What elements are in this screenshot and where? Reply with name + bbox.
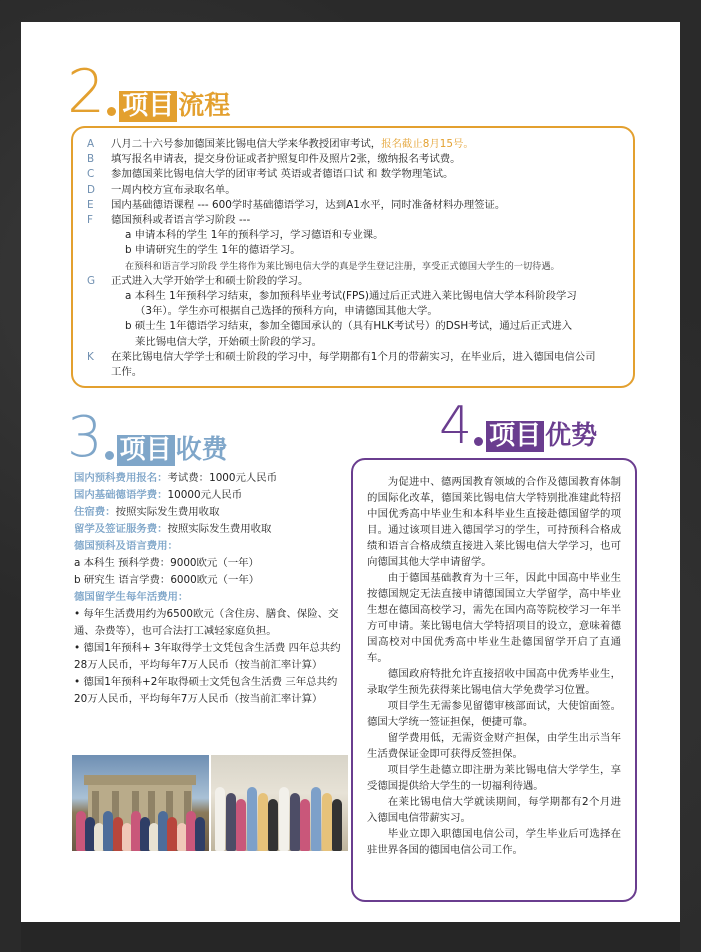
- person-figure: [236, 799, 246, 851]
- fee-row: [74, 674, 344, 708]
- process-step: [87, 365, 619, 380]
- fee-value: 考试费：1000元人民币: [167, 472, 278, 484]
- group-photo: [211, 755, 348, 851]
- person-figure: [226, 793, 236, 851]
- fee-value: • 德国1年预科+2年取得硕士文凭包含生活费 三年总共约 20万人民币，平均每年7万人民币（按当前汇率计算）: [74, 676, 338, 705]
- fee-value: a 本科生 预科学费：9000欧元（一年）: [74, 557, 259, 569]
- step-text: [111, 274, 308, 289]
- step-text-body: 一周内校方宣布录取名单。: [111, 183, 236, 196]
- process-steps-box: [71, 126, 635, 388]
- process-step: [87, 304, 619, 319]
- process-heading: [67, 57, 231, 127]
- process-step: [87, 228, 619, 243]
- step-text-body: 在莱比锡电信大学学士和硕士阶段的学习中，每学期都有1个月的带薪实习，在毕业后，进入德国电信公司: [111, 350, 596, 363]
- person-figure: [195, 817, 205, 851]
- brandenburg-gate-photo: [72, 755, 209, 851]
- step-letter: G: [87, 274, 96, 287]
- step-text-body: 八月二十六号参加德国莱比锡电信大学来华教授团审考试，: [111, 138, 382, 150]
- step-text-body: 德国预科或者语言学习阶段 ---: [111, 214, 251, 227]
- process-step: [87, 335, 619, 350]
- person-figure: [258, 793, 268, 851]
- advantage-paragraph: 在莱比锡电信大学就读期间，每学期都有2个月进入德国电信带薪实习。: [367, 796, 621, 824]
- process-step: [87, 243, 619, 258]
- fee-row: [74, 555, 344, 572]
- fee-label: 国内基础德语学费：: [74, 489, 168, 501]
- heading-rest-word: 流程: [178, 91, 231, 121]
- fee-value: b 研究生 语言学费：6000欧元（一年）: [74, 574, 260, 586]
- fee-row: [74, 606, 344, 640]
- step-text: [111, 243, 301, 258]
- advantages-box: [351, 458, 637, 902]
- heading-dot: [107, 107, 116, 116]
- heading-box-word: 项目: [117, 435, 175, 466]
- process-step: [87, 183, 619, 198]
- person-figure: [215, 787, 225, 851]
- fee-label: 住宿费：: [74, 506, 116, 518]
- person-figure: [332, 799, 342, 851]
- step-text: [111, 304, 438, 319]
- step-text-body: 在预科和语言学习阶段 学生将作为莱比锡电信大学的真是学生登记注册，享受正式德国大学生的一切待遇。: [125, 260, 560, 272]
- step-letter: D: [87, 183, 96, 196]
- step-text: [111, 183, 236, 198]
- advantage-paragraph: 项目学生赴德立即注册为莱比锡电信大学学生，享受德国提供给大学生的一切福利待遇。: [367, 764, 621, 792]
- person-figure: [300, 799, 310, 851]
- fee-label: 留学及签证服务费：: [74, 523, 168, 535]
- section-number: 3: [67, 405, 103, 470]
- step-text-body: a 申请本科的学生 1年的预科学习，学习德语和专业课。: [125, 229, 384, 242]
- step-text-body: 莱比锡电信大学，开始硕士阶段的学习。: [135, 335, 323, 348]
- step-letter: K: [87, 350, 94, 363]
- fee-row: [74, 521, 344, 538]
- person-figure: [311, 787, 321, 851]
- section-number: 4: [439, 396, 473, 456]
- process-step: [87, 350, 619, 365]
- step-text: [111, 198, 505, 213]
- step-letter: [87, 228, 111, 243]
- step-text-body: 工作。: [111, 366, 143, 379]
- step-text: [111, 137, 474, 152]
- fees-heading: [67, 405, 228, 470]
- process-step: [87, 259, 619, 274]
- person-figure: [167, 817, 177, 851]
- step-letter: [87, 259, 111, 274]
- person-figure: [268, 799, 278, 851]
- fee-row: [74, 470, 344, 487]
- step-letter: E: [87, 198, 94, 211]
- advantage-paragraph: 项目学生无需参见留德审核部面试，大使馆面签。德国大学统一签证担保，便捷可靠。: [367, 700, 621, 728]
- step-text: [111, 335, 322, 350]
- step-letter: C: [87, 168, 95, 181]
- step-text-body: b 申请研究生的学生 1年的德语学习。: [125, 244, 301, 257]
- fee-value: 10000元人民币: [167, 489, 243, 501]
- step-text: [111, 213, 250, 228]
- step-letter: B: [87, 153, 95, 166]
- student-group: [72, 805, 209, 851]
- step-text: [111, 365, 142, 380]
- person-figure: [290, 793, 300, 851]
- step-text-body: 参加德国莱比锡电信大学的团审考试 英语或者德语口试 和 数学物理笔试。: [111, 168, 454, 181]
- step-text: [111, 259, 560, 274]
- heading-dot: [105, 451, 114, 460]
- fee-row: [74, 538, 344, 555]
- fee-value: • 德国1年预科+ 3年取得学士文凭包含生活费 四年总共约 28万人民币，平均每年7万人民币（按当前汇率计算）: [74, 642, 341, 671]
- step-deadline-highlight: 报名截止8月15号。: [381, 138, 474, 150]
- step-text: [111, 152, 461, 167]
- step-letter: A: [87, 138, 95, 150]
- advantage-paragraph: 毕业立即入职德国电信公司，学生毕业后可选择在驻世界各国的德国电信公司工作。: [367, 828, 621, 856]
- fee-value: • 每年生活费用约为6500欧元（含住房、膳食、保险、交通、杂费等），也可合法打工减轻家庭负担。: [74, 608, 339, 637]
- heading-dot: [474, 437, 483, 446]
- fee-row: [74, 487, 344, 504]
- process-step: [87, 137, 619, 152]
- person-figure: [279, 787, 289, 851]
- step-letter: [87, 289, 111, 304]
- process-step: [87, 152, 619, 167]
- step-text: [111, 167, 453, 182]
- fee-label: 德国预科及语言费用：: [74, 540, 178, 552]
- step-text-body: 填写报名申请表，提交身份证或者护照复印件及照片2张，缴纳报名考试费。: [111, 153, 461, 166]
- bottom-shadow-strip: [21, 922, 680, 952]
- heading-rest-word: 优势: [545, 421, 598, 451]
- step-letter: [87, 304, 111, 319]
- advantages-heading: [439, 396, 598, 456]
- person-figure: [247, 787, 257, 851]
- step-letter: [87, 319, 111, 334]
- advantage-paragraph: 为促进中、德两国教育领域的合作及德国教育体制的国际化改革，德国莱比锡电信大学特别批准建此特招中国优秀高中毕业生和本科毕业生直接赴德国留学的项目。通过该项目进入德国学习的学生，可持预科合格成绩和语言合格成绩直接进入莱比锡电信大学学习，也可向德国其他大学申请留学。: [367, 476, 621, 568]
- step-letter: [87, 365, 111, 380]
- step-letter: [87, 335, 111, 350]
- photo-strip: [72, 755, 348, 851]
- process-step: [87, 213, 619, 228]
- student-group: [211, 781, 348, 851]
- step-text: [111, 319, 572, 334]
- step-letter: F: [87, 214, 93, 227]
- fees-list: [74, 470, 344, 708]
- person-figure: [103, 811, 113, 851]
- section-number: 2: [67, 57, 106, 127]
- process-step: [87, 167, 619, 182]
- step-letter: [87, 243, 111, 258]
- person-figure: [322, 793, 332, 851]
- fee-row: [74, 504, 344, 521]
- step-text-body: b 硕士生 1年德语学习结束，参加全德国承认的（具有HLK考试号）的DSH考试，通过后正式进入: [125, 320, 573, 333]
- fee-row: [74, 640, 344, 674]
- process-step: [87, 198, 619, 213]
- process-step: [87, 319, 619, 334]
- step-text-body: 正式进入大学开始学士和硕士阶段的学习。: [111, 274, 309, 287]
- step-text: [111, 289, 577, 304]
- fee-value: 按照实际发生费用收取: [115, 506, 220, 518]
- advantage-paragraph: 德国政府特批允许直接招收中国高中优秀毕业生，录取学生预先获得莱比锡电信大学免费学习位置。: [367, 668, 621, 696]
- step-text-body: （3年）。学生亦可根据自己选择的预科方向，申请德国其他大学。: [135, 305, 438, 318]
- heading-box-word: 项目: [119, 91, 177, 122]
- step-text-body: 国内基础德语课程 --- 600学时基础德语学习，达到A1水平，同时准备材料办理签证。: [111, 198, 506, 211]
- process-step: [87, 274, 619, 289]
- heading-box-word: 项目: [486, 421, 544, 452]
- fee-row: [74, 572, 344, 589]
- advantage-paragraph: 留学费用低，无需资金财产担保，由学生出示当年生活费保证金即可获得反签担保。: [367, 732, 621, 760]
- fee-label: 德国留学生每年活费用：: [74, 591, 189, 603]
- heading-rest-word: 收费: [175, 435, 228, 465]
- fee-value: 按照实际发生费用收取: [167, 523, 272, 535]
- process-step: [87, 289, 619, 304]
- fee-row: [74, 589, 344, 606]
- advantage-paragraph: 由于德国基础教育为十三年，因此中国高中毕业生按德国规定无法直接申请德国国立大学留学，高中毕业生想在德国高校学习，需先在国内高等院校学习一年半方可申请。莱比锡电信大学特招项目的设立，意味着德国高校对中国优秀高中毕业生赴德国留学开启了直通车。: [367, 572, 621, 664]
- step-text: [111, 350, 596, 365]
- fee-label: 国内预科费用报名：: [74, 472, 168, 484]
- brochure-page: [21, 22, 680, 922]
- step-text: [111, 228, 384, 243]
- step-text-body: a 本科生 1年预科学习结束，参加预科毕业考试(FPS)通过后正式进入莱比锡电信大学本科阶段学习: [125, 290, 577, 303]
